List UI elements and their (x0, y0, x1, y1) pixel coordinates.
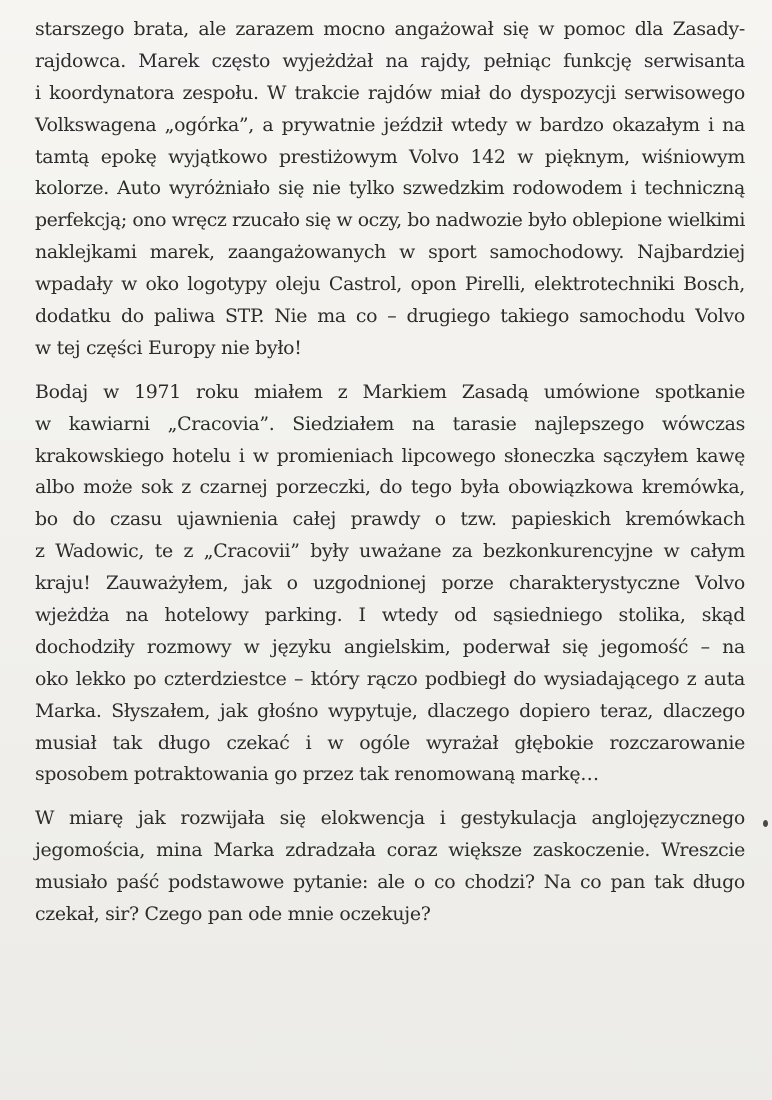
text-line: starszego brata, ale zarazem mocno angażował się w pomoc dla Zasady- (35, 18, 745, 40)
text-line: w kawiarni „Cracovia”. Siedziałem na tarasie najlepszego wówczas (35, 412, 745, 435)
text-line: wpadały w oko logotypy oleju Castrol, opon Pirelli, elektrotechniki Bosch, (35, 273, 745, 296)
text-line: sposobem potraktowania go przez tak renomowaną markę… (35, 763, 599, 786)
text-line: z Wadowic, te z „Cracovii” były uważane za bezkonkurencyjne w całym (35, 540, 745, 563)
text-line: naklejkami marek, zaangażowanych w sport samochodowy. Najbardziej (35, 241, 745, 264)
paragraph-3 (35, 803, 745, 931)
text-line: czekał, sir? Czego pan ode mnie oczekuje? (35, 903, 431, 926)
text-line: krakowskiego hotelu i w promieniach lipcowego słoneczka sączyłem kawę (35, 444, 745, 467)
text-line: kraju! Zauważyłem, jak o uzgodnionej porze charakterystyczne Volvo (35, 572, 745, 595)
text-line: W miarę jak rozwijała się elokwencja i gestykulacja anglojęzycznego (35, 807, 745, 830)
text-line: wjeżdża na hotelowy parking. I wtedy od sąsiedniego stolika, skąd (35, 604, 745, 627)
paragraph-gap (35, 791, 745, 803)
text-line: Bodaj w 1971 roku miałem z Markiem Zasadą umówione spotkanie (35, 380, 745, 403)
text-line: tamtą epokę wyjątkowo prestiżowym Volvo 142 w pięknym, wiśniowym (35, 145, 745, 168)
text-line: w tej części Europy nie było! (35, 336, 302, 359)
text-line: albo może sok z czarnej porzeczki, do tego była obowiązkowa kremówka, (35, 476, 745, 499)
text-line: perfekcją; ono wręcz rzucało się w oczy, bo nadwozie było oblepione wielkimi (35, 209, 745, 232)
body-text (35, 14, 745, 931)
text-line: musiał tak długo czekać i w ogóle wyrażał głębokie rozczarowanie (35, 731, 745, 754)
text-line: Marka. Słyszałem, jak głośno wypytuje, dlaczego dopiero teraz, dlaczego (35, 699, 745, 722)
text-line: oko lekko po czterdziestce – który rączo podbiegł do wysiadającego z auta (35, 667, 745, 690)
text-line: jegomościa, mina Marka zdradzała coraz większe zaskoczenie. Wreszcie (35, 839, 745, 862)
paragraph-gap (35, 365, 745, 377)
text-line: musiało paść podstawowe pytanie: ale o co chodzi? Na co pan tak długo (35, 871, 745, 894)
text-line: kolorze. Auto wyróżniało się nie tylko szwedzkim rodowodem i techniczną (35, 177, 745, 200)
text-line: Volkswagena „ogórka”, a prywatnie jeździł wtedy w bardzo okazałym i na (35, 113, 745, 136)
text-line: i koordynatora zespołu. W trakcie rajdów miał do dyspozycji serwisowego (35, 81, 745, 104)
ink-spot (763, 820, 768, 827)
paragraph-2 (35, 377, 745, 792)
paragraph-1 (35, 14, 745, 365)
text-line: bo do czasu ujawnienia całej prawdy o tzw. papieskich kremówkach (35, 508, 745, 531)
text-line: dodatku do paliwa STP. Nie ma co – drugiego takiego samochodu Volvo (35, 305, 745, 328)
text-line: rajdowca. Marek często wyjeżdżał na rajdy, pełniąc funkcję serwisanta (35, 49, 745, 72)
text-line: dochodziły rozmowy w języku angielskim, poderwał się jegomość – na (35, 635, 745, 658)
